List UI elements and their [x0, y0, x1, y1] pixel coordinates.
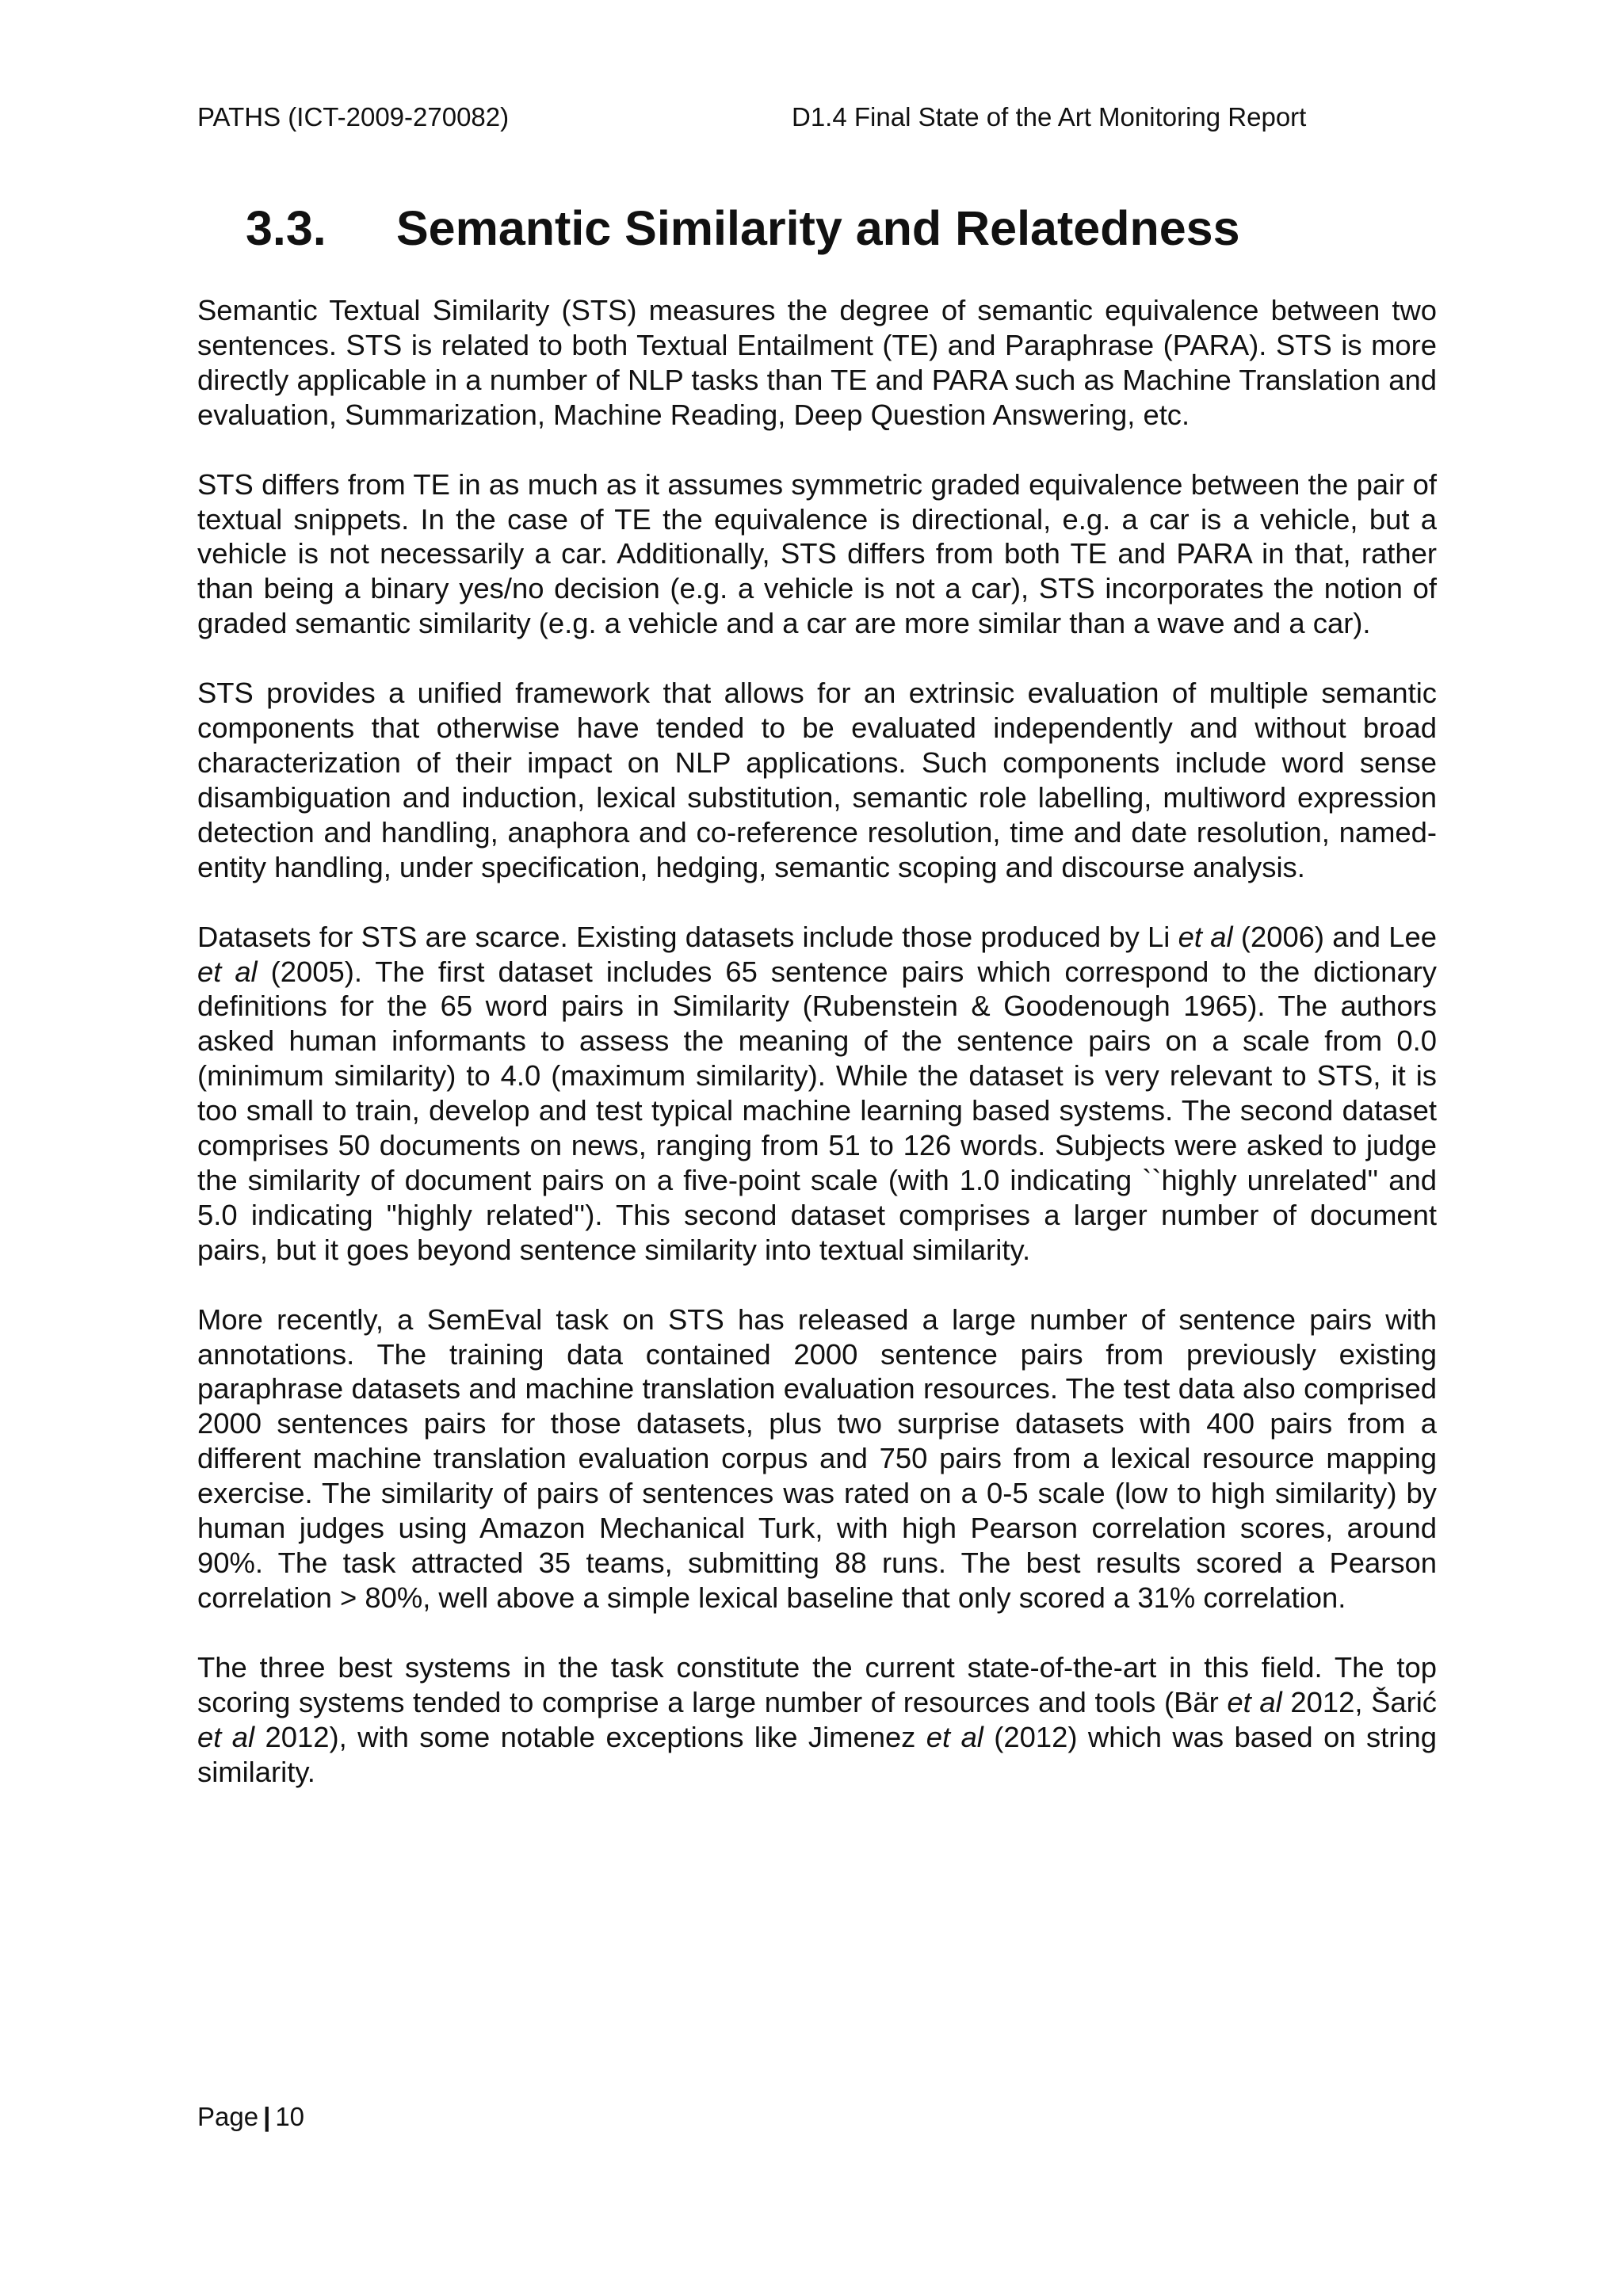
page-header	[197, 98, 1436, 136]
paragraph-sts-framework: STS provides a unified framework that allows for an extrinsic evaluation of multiple semantic components that otherwise have tended to be evaluated independently and without broad characterization of their impact on NLP applications. Such components include word sense disambiguation and induction, lexical substitution, semantic role labelling, multiword expression detection and handling, anaphora and co-reference resolution, time and date resolution, named-entity handling, under specification, hedging, semantic scoping and discourse analysis.	[197, 677, 1437, 883]
text-run: The three best systems in the task constitute the current state-of-the-art in this field. The top scoring systems tended to comprise a large number of resources and tools (Bär	[197, 1650, 1437, 1718]
paragraph-datasets	[197, 920, 1437, 1268]
project-id: PATHS (ICT-2009-270082)	[197, 102, 510, 132]
text-run: (2006) and Lee	[1232, 920, 1437, 953]
paragraph-sts-vs-te: STS differs from TE in as much as it assumes symmetric graded equivalence between the pair of textual snippets. In the case of TE the equivalence is directional, e.g. a car is a vehicle, but a vehicle is not necessarily a car. Additionally, STS differs from both TE and PARA in that, rather than being a binary yes/no decision (e.g. a vehicle is not a car), STS incorporates the notion of graded semantic similarity (e.g. a vehicle and a car are more similar than a wave and a car).	[197, 467, 1437, 640]
citation-et-al: et al	[197, 955, 258, 988]
citation-et-al: et al	[1227, 1685, 1282, 1718]
report-title: D1.4 Final State of the Art Monitoring Report	[792, 102, 1307, 132]
text-run: Datasets for STS are scarce. Existing datasets include those produced by Li	[197, 920, 1178, 953]
text-run: 2012), with some notable exceptions like Jimenez	[254, 1720, 926, 1753]
citation-et-al: et al	[1178, 920, 1233, 953]
page-separator: |	[263, 2102, 271, 2131]
page-number: 10	[275, 2102, 305, 2131]
paragraph-semeval: More recently, a SemEval task on STS has released a large number of sentence pairs with annotations. The training data contained 2000 sentence pairs from previously existing paraphrase datasets and machine translation evaluation resources. The test data also comprised 2000 sentences pairs for those datasets, plus two surprise datasets with 400 pairs from a different machine translation evaluation corpus and 750 pairs from a lexical resource mapping exercise. The similarity of pairs of sentences was rated on a 0-5 scale (low to high similarity) by human judges using Amazon Mechanical Turk, with high Pearson correlation scores, around 90%. The task attracted 35 teams, submitting 88 runs. The best results scored a Pearson correlation > 80%, well above a simple lexical baseline that only scored a 31% correlation.	[197, 1302, 1437, 1614]
paragraph-best-systems	[197, 1650, 1437, 1790]
text-run: (2005). The first dataset includes 65 sentence pairs which correspond to the dictionary definitions for the 65 word pairs in Similarity (Rubenstein & Goodenough 1965). The authors asked human informants to assess the meaning of the sentence pairs on a scale from 0.0 (minimum similarity) to 4.0 (maximum similarity). While the dataset is very relevant to STS, it is too small to train, develop and test typical machine learning based systems. The second dataset comprises 50 documents on news, ranging from 51 to 126 words. Subjects were asked to judge the similarity of document pairs on a five-point scale (with 1.0 indicating ``highly unrelated'' and 5.0 indicating "highly related''). This second dataset comprises a larger number of document pairs, but it goes beyond sentence similarity into textual similarity.	[197, 955, 1437, 1266]
citation-et-al: et al	[197, 1720, 255, 1753]
paragraph-sts-definition: Semantic Textual Similarity (STS) measures the degree of semantic equivalence between two sentences. STS is related to both Textual Entailment (TE) and Paraphrase (PARA). STS is more directly applicable in a number of NLP tasks than TE and PARA such as Machine Translation and evaluation, Summarization, Machine Reading, Deep Question Answering, etc.	[197, 294, 1437, 431]
page-footer	[197, 2098, 304, 2136]
text-run: (2012) which was based on string similarity.	[197, 1720, 1437, 1788]
text-run: 2012, Šarić	[1281, 1685, 1437, 1718]
body-text	[197, 293, 1437, 1824]
page-label: Page	[197, 2102, 259, 2131]
section-heading	[246, 192, 1434, 265]
section-title: Semantic Similarity and Relatedness	[396, 201, 1240, 255]
citation-et-al: et al	[926, 1720, 983, 1753]
section-number: 3.3.	[246, 201, 327, 255]
